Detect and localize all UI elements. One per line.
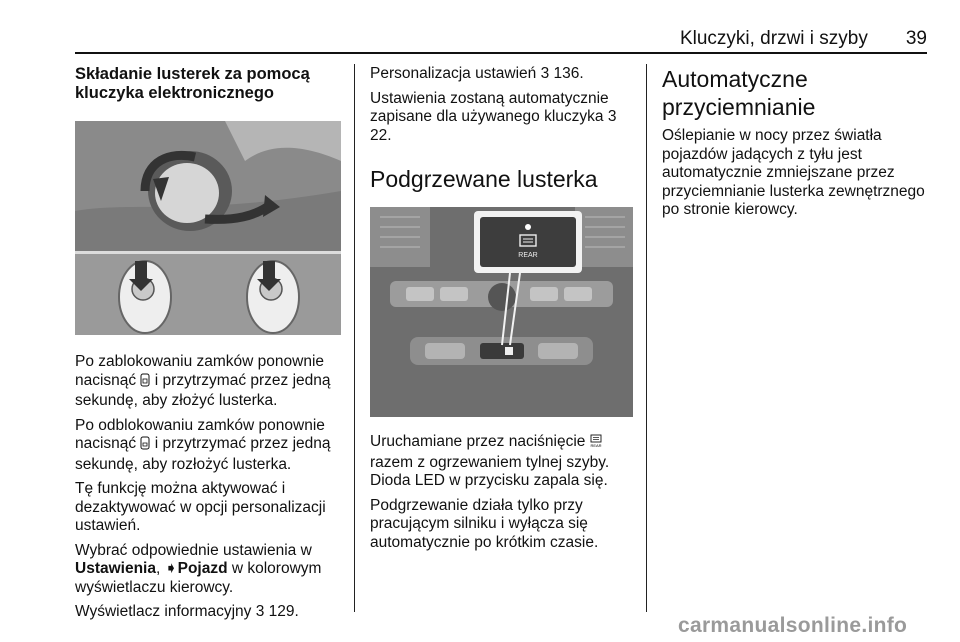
column-2 — [370, 65, 633, 558]
page-ref-arrow: 3 — [255, 603, 265, 620]
page-header — [75, 28, 927, 50]
paragraph-info-display: Wyświetlacz informacyjny 3 129. — [75, 603, 299, 620]
heated-mirrors-heading: Podgrzewane lusterka — [370, 166, 598, 192]
section-title: Kluczyki, drzwi i szyby — [679, 28, 868, 49]
paragraph-unlock: Po odblokowaniu zamków ponownie nacisnąć i przytrzymać przez jedną sekundę, aby rozłożyć lusterka. — [75, 416, 331, 473]
column-divider-2 — [646, 64, 647, 612]
paragraph-heating-engine: Podgrzewanie działa tylko przy pracującym silniku i wyłącza się automatycznie po krótkim czasie. — [370, 496, 599, 551]
page-ref-arrow: 3 — [607, 108, 617, 125]
arrow-right-icon: ➧ — [164, 560, 178, 577]
watermark: carmanualsonline.info — [678, 614, 908, 637]
paragraph-lock: Po zablokowaniu zamków ponownie nacisnąć i przytrzymać przez jedną sekundę, aby złożyć lusterka. — [75, 353, 331, 409]
header-divider — [75, 52, 927, 54]
paragraph-settings: Wybrać odpowiednie ustawienia w Ustawienia, ➧Pojazd w kolorowym wyświetlaczu kierowcy. — [75, 541, 322, 596]
mirror-key-figure — [75, 121, 341, 335]
column-1 — [75, 65, 341, 628]
rear-label: REAR — [518, 252, 538, 259]
paragraph-saved-settings: Ustawienia zostaną automatycznie zapisane dla używanego kluczyka 3 22. — [370, 89, 617, 144]
svg-text:REAR: REAR — [590, 443, 602, 448]
paragraph-activation: Tę funkcję można aktywować i dezaktywować w opcji personalizacji ustawień. — [75, 480, 326, 534]
mirror-folding-illustration — [75, 121, 341, 335]
paragraph-auto-dimming: Oślepianie w nocy przez światła pojazdów jadących z tyłu jest automatycznie zmniejszane przez przyciemnianie lusterka zewnętrznego po stronie kierowcy. — [662, 127, 925, 218]
paragraph-activate-heating: Uruchamiane przez naciśnięcie REAR razem z ogrzewaniem tylnej szyby. Dioda LED w przycisku zapala się. — [370, 433, 610, 489]
folding-mirrors-heading: Składanie lusterek za pomocą kluczyka elektronicznego — [75, 65, 310, 102]
column-divider-1 — [354, 64, 355, 612]
auto-dimming-heading: Automatyczne przyciemnianie — [662, 66, 816, 120]
dashboard-illustration — [370, 207, 633, 417]
rear-defrost-figure — [370, 207, 633, 417]
rear-window-heat-icon — [590, 434, 602, 454]
column-3 — [662, 65, 927, 226]
lock-key-icon — [140, 373, 150, 393]
unlock-key-icon — [140, 436, 150, 456]
page-ref-arrow: 3 — [540, 65, 550, 82]
page-number: 39 — [905, 28, 927, 49]
paragraph-personalization: Personalizacja ustawień 3 136. — [370, 65, 584, 82]
